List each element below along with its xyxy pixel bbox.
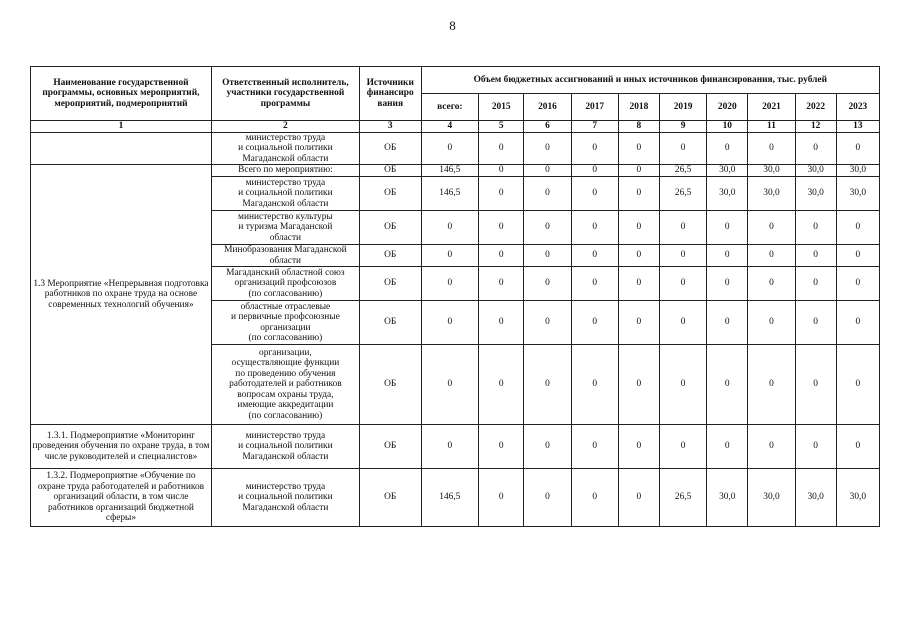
page-number: 8 (449, 18, 456, 33)
row-value: 0 (748, 245, 795, 267)
header-year: 2020 (707, 94, 748, 121)
row-value: 0 (618, 177, 659, 211)
row-name (31, 132, 212, 165)
row-value: 0 (836, 267, 879, 301)
row-executor: министерство культуры и туризма Магаданской области (211, 211, 359, 245)
row-value: 0 (479, 345, 524, 425)
row-value: 0 (707, 345, 748, 425)
row-value: 0 (479, 425, 524, 469)
row-value: 0 (659, 245, 706, 267)
row-value: 0 (618, 267, 659, 301)
column-number: 3 (359, 121, 421, 133)
row-value: 0 (748, 267, 795, 301)
row-executor: Магаданский областной союз организаций профсоюзов (по согласованию) (211, 267, 359, 301)
row-value: 0 (421, 132, 479, 165)
row-value: 146,5 (421, 177, 479, 211)
row-executor: министерство труда и социальной политики Магаданской области (211, 132, 359, 165)
row-value: 0 (795, 211, 836, 245)
column-number: 2 (211, 121, 359, 133)
row-value: 0 (524, 211, 571, 245)
row-value: 30,0 (748, 165, 795, 177)
header-year: 2016 (524, 94, 571, 121)
header-year: 2023 (836, 94, 879, 121)
row-source: ОБ (359, 345, 421, 425)
row-value: 0 (659, 211, 706, 245)
row-value: 0 (421, 211, 479, 245)
row-value: 0 (524, 345, 571, 425)
row-name: 1.3 Мероприятие «Непрерывная подготовка работников по охране труда на основе современных технологий обучения» (31, 165, 212, 425)
row-source: ОБ (359, 469, 421, 527)
row-executor: организации, осуществляющие функции по проведению обучения работодателей и работников вопросам охраны труда, имеющие аккредитации (по согласованию) (211, 345, 359, 425)
row-value: 0 (524, 469, 571, 527)
row-source: ОБ (359, 132, 421, 165)
row-executor: министерство труда и социальной политики Магаданской области (211, 177, 359, 211)
row-value: 0 (524, 177, 571, 211)
row-value: 0 (479, 245, 524, 267)
header-responsible: Ответственный исполнитель, участники государственной программы (211, 67, 359, 121)
row-value: 0 (571, 211, 618, 245)
row-value: 0 (571, 469, 618, 527)
row-source: ОБ (359, 425, 421, 469)
row-value: 0 (421, 301, 479, 345)
row-source: ОБ (359, 177, 421, 211)
column-number: 12 (795, 121, 836, 133)
row-name: 1.3.2. Подмероприятие «Обучение по охране труда работодателей и работников организаций области, в том числе работников организаций бюджетной сферы» (31, 469, 212, 527)
row-value: 30,0 (836, 165, 879, 177)
row-value: 30,0 (795, 165, 836, 177)
row-value: 146,5 (421, 165, 479, 177)
row-value: 0 (421, 345, 479, 425)
row-value: 0 (748, 211, 795, 245)
column-number: 7 (571, 121, 618, 133)
row-value: 0 (479, 267, 524, 301)
row-executor: областные отраслевые и первичные профсоюзные организации (по согласованию) (211, 301, 359, 345)
row-value: 0 (618, 425, 659, 469)
row-value: 0 (524, 245, 571, 267)
header-year: 2022 (795, 94, 836, 121)
row-value: 0 (659, 267, 706, 301)
row-value: 30,0 (795, 469, 836, 527)
row-executor: Всего по мероприятию: (211, 165, 359, 177)
row-value: 0 (795, 301, 836, 345)
row-value: 30,0 (707, 165, 748, 177)
row-executor: министерство труда и социальной политики Магаданской области (211, 469, 359, 527)
row-value: 0 (571, 165, 618, 177)
row-value: 0 (479, 469, 524, 527)
column-number: 1 (31, 121, 212, 133)
header-volume: Объем бюджетных ассигнований и иных источников финансирования, тыс. рублей (421, 67, 879, 94)
row-value: 0 (836, 245, 879, 267)
row-value: 0 (618, 301, 659, 345)
row-value: 0 (479, 177, 524, 211)
row-value: 0 (571, 267, 618, 301)
column-number: 10 (707, 121, 748, 133)
column-number: 6 (524, 121, 571, 133)
row-value: 0 (748, 425, 795, 469)
row-source: ОБ (359, 211, 421, 245)
header-sources: Источники финансиро вания (359, 67, 421, 121)
row-value: 0 (479, 132, 524, 165)
column-number: 8 (618, 121, 659, 133)
column-number: 9 (659, 121, 706, 133)
row-value: 0 (707, 132, 748, 165)
row-value: 30,0 (707, 177, 748, 211)
row-value: 30,0 (795, 177, 836, 211)
row-value: 0 (707, 301, 748, 345)
row-value: 0 (571, 132, 618, 165)
row-name: 1.3.1. Подмероприятие «Мониторинг проведения обучения по охране труда, в том числе руководителей и специалистов» (31, 425, 212, 469)
row-value: 0 (707, 267, 748, 301)
row-value: 0 (421, 267, 479, 301)
row-value: 30,0 (748, 177, 795, 211)
row-value: 0 (571, 177, 618, 211)
table-row (31, 469, 880, 527)
header-year: 2019 (659, 94, 706, 121)
column-number: 13 (836, 121, 879, 133)
row-value: 0 (571, 301, 618, 345)
row-value: 0 (659, 345, 706, 425)
row-executor: Минобразования Магаданской области (211, 245, 359, 267)
row-value: 146,5 (421, 469, 479, 527)
row-value: 0 (795, 267, 836, 301)
column-number: 5 (479, 121, 524, 133)
row-value: 0 (421, 425, 479, 469)
row-value: 0 (618, 469, 659, 527)
row-value: 0 (524, 301, 571, 345)
row-value: 0 (524, 165, 571, 177)
row-value: 0 (795, 132, 836, 165)
header-year: 2018 (618, 94, 659, 121)
row-value: 0 (618, 345, 659, 425)
table-row (31, 165, 880, 177)
row-value: 0 (618, 165, 659, 177)
row-value: 0 (707, 425, 748, 469)
row-value: 26,5 (659, 165, 706, 177)
row-value: 0 (748, 132, 795, 165)
row-value: 0 (659, 132, 706, 165)
row-value: 0 (659, 301, 706, 345)
row-value: 0 (618, 211, 659, 245)
row-source: ОБ (359, 165, 421, 177)
column-number: 11 (748, 121, 795, 133)
header-year: 2021 (748, 94, 795, 121)
row-value: 0 (618, 132, 659, 165)
row-value: 0 (421, 245, 479, 267)
row-value: 30,0 (707, 469, 748, 527)
financing-table (30, 66, 880, 527)
row-source: ОБ (359, 301, 421, 345)
row-value: 0 (571, 425, 618, 469)
row-value: 0 (836, 132, 879, 165)
row-value: 0 (795, 425, 836, 469)
column-number: 4 (421, 121, 479, 133)
row-value: 0 (524, 267, 571, 301)
row-value: 30,0 (748, 469, 795, 527)
header-total: всего: (421, 94, 479, 121)
table-row (31, 132, 880, 165)
row-value: 0 (618, 245, 659, 267)
row-value: 0 (836, 425, 879, 469)
row-value: 0 (479, 165, 524, 177)
row-source: ОБ (359, 267, 421, 301)
row-value: 26,5 (659, 469, 706, 527)
row-value: 30,0 (836, 177, 879, 211)
row-value: 0 (795, 245, 836, 267)
table-row (31, 425, 880, 469)
row-value: 0 (748, 301, 795, 345)
header-year: 2017 (571, 94, 618, 121)
row-value: 0 (659, 425, 706, 469)
row-value: 0 (707, 245, 748, 267)
row-value: 0 (571, 345, 618, 425)
row-value: 26,5 (659, 177, 706, 211)
row-value: 0 (795, 345, 836, 425)
header-name: Наименование государственной программы, основных мероприятий, мероприятий, подмероприятий (31, 67, 212, 121)
row-value: 0 (524, 132, 571, 165)
row-value: 0 (836, 345, 879, 425)
row-value: 30,0 (836, 469, 879, 527)
row-value: 0 (571, 245, 618, 267)
row-value: 0 (479, 301, 524, 345)
row-value: 0 (479, 211, 524, 245)
row-value: 0 (836, 211, 879, 245)
row-value: 0 (836, 301, 879, 345)
row-executor: министерство труда и социальной политики Магаданской области (211, 425, 359, 469)
row-value: 0 (707, 211, 748, 245)
header-year: 2015 (479, 94, 524, 121)
row-source: ОБ (359, 245, 421, 267)
row-value: 0 (524, 425, 571, 469)
row-value: 0 (748, 345, 795, 425)
